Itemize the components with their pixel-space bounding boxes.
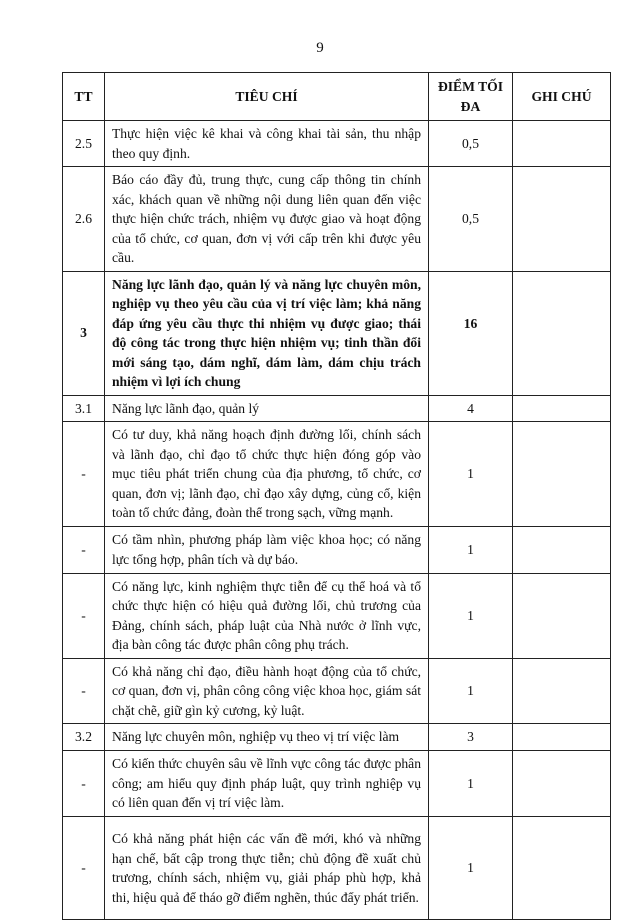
header-max-score: ĐIỂM TỐI ĐA	[429, 73, 513, 121]
row-score: 1	[429, 422, 513, 527]
row-score: 3	[429, 724, 513, 751]
table-row	[63, 817, 611, 920]
row-criteria: Năng lực chuyên môn, nghiệp vụ theo vị trí việc làm	[105, 724, 429, 751]
row-note	[513, 573, 611, 658]
header-criteria: TIÊU CHÍ	[105, 73, 429, 121]
table-row	[63, 751, 611, 817]
table-row	[63, 724, 611, 751]
row-note	[513, 526, 611, 573]
table-row	[63, 658, 611, 724]
table-row	[63, 271, 611, 395]
row-note	[513, 817, 611, 920]
row-tt: 3.1	[63, 395, 105, 422]
row-criteria: Có tầm nhìn, phương pháp làm việc khoa học; có năng lực tổng hợp, phân tích và dự báo.	[105, 526, 429, 573]
row-note	[513, 121, 611, 167]
row-tt: 2.6	[63, 167, 105, 272]
row-tt: -	[63, 573, 105, 658]
row-tt: -	[63, 658, 105, 724]
row-note	[513, 658, 611, 724]
row-criteria: Có tư duy, khả năng hoạch định đường lối, chính sách và lãnh đạo, chỉ đạo tổ chức thực hiện đóng góp vào mục tiêu phát triển chung của địa phương, tổ chức, cơ quan, đơn vị; lãnh đạo, chỉ đạo xây dựng, củng cố, kiện toàn tổ chức đảng, đoàn thể trong sạch, vững mạnh.	[105, 422, 429, 527]
criteria-table	[62, 72, 611, 920]
header-tt: TT	[63, 73, 105, 121]
row-score: 4	[429, 395, 513, 422]
row-tt: 2.5	[63, 121, 105, 167]
row-tt: -	[63, 751, 105, 817]
row-note	[513, 422, 611, 527]
row-note	[513, 751, 611, 817]
row-criteria: Thực hiện việc kê khai và công khai tài sản, thu nhập theo quy định.	[105, 121, 429, 167]
row-criteria: Có năng lực, kinh nghiệm thực tiễn để cụ thể hoá và tổ chức thực hiện có hiệu quả đường lối, chủ trương của Đảng, chính sách, pháp luật của Nhà nước ở lĩnh vực, địa bàn công tác được phân công phụ trách.	[105, 573, 429, 658]
table-row	[63, 167, 611, 272]
row-note	[513, 395, 611, 422]
row-score: 1	[429, 526, 513, 573]
row-tt: 3.2	[63, 724, 105, 751]
row-tt: -	[63, 817, 105, 920]
row-score: 1	[429, 817, 513, 920]
row-note	[513, 167, 611, 272]
row-score: 1	[429, 658, 513, 724]
row-score: 0,5	[429, 121, 513, 167]
row-criteria: Năng lực lãnh đạo, quản lý	[105, 395, 429, 422]
page-number: 9	[316, 40, 324, 56]
row-note	[513, 724, 611, 751]
row-score: 1	[429, 751, 513, 817]
row-criteria: Báo cáo đầy đủ, trung thực, cung cấp thông tin chính xác, khách quan về những nội dung liên quan đến việc thực hiện chức trách, nhiệm vụ được giao và hoạt động của tổ chức, cơ quan, đơn vị với cấp trên khi được yêu cầu.	[105, 167, 429, 272]
header-note: GHI CHÚ	[513, 73, 611, 121]
row-score: 0,5	[429, 167, 513, 272]
row-score: 16	[429, 271, 513, 395]
row-tt: 3	[63, 271, 105, 395]
row-criteria: Có khả năng phát hiện các vấn đề mới, khó và những hạn chế, bất cập trong thực tiễn; chủ động đề xuất chủ trương, chính sách, nhiệm vụ, giải pháp phù hợp, khả thi, hiệu quả để tháo gỡ điểm nghẽn, thúc đẩy phát triển.	[105, 817, 429, 920]
table-row	[63, 573, 611, 658]
row-criteria: Có kiến thức chuyên sâu về lĩnh vực công tác được phân công; am hiểu quy định pháp luật, quy trình nghiệp vụ có liên quan đến vị trí việc làm.	[105, 751, 429, 817]
row-criteria: Năng lực lãnh đạo, quản lý và năng lực chuyên môn, nghiệp vụ theo yêu cầu của vị trí việc làm; khả năng đáp ứng yêu cầu thực thi nhiệm vụ được giao; thái độ công tác trong thực hiện nhiệm vụ; tinh thần đổi mới sáng tạo, dám nghĩ, dám làm, dám chịu trách nhiệm vì lợi ích chung	[105, 271, 429, 395]
row-tt: -	[63, 422, 105, 527]
table-row	[63, 526, 611, 573]
table-row	[63, 121, 611, 167]
row-tt: -	[63, 526, 105, 573]
row-note	[513, 271, 611, 395]
table-row	[63, 395, 611, 422]
table-row	[63, 422, 611, 527]
row-criteria: Có khả năng chỉ đạo, điều hành hoạt động của tổ chức, cơ quan, đơn vị, phân công công việc khoa học, giám sát chặt chẽ, giữ gìn kỷ cương, kỷ luật.	[105, 658, 429, 724]
row-score: 1	[429, 573, 513, 658]
